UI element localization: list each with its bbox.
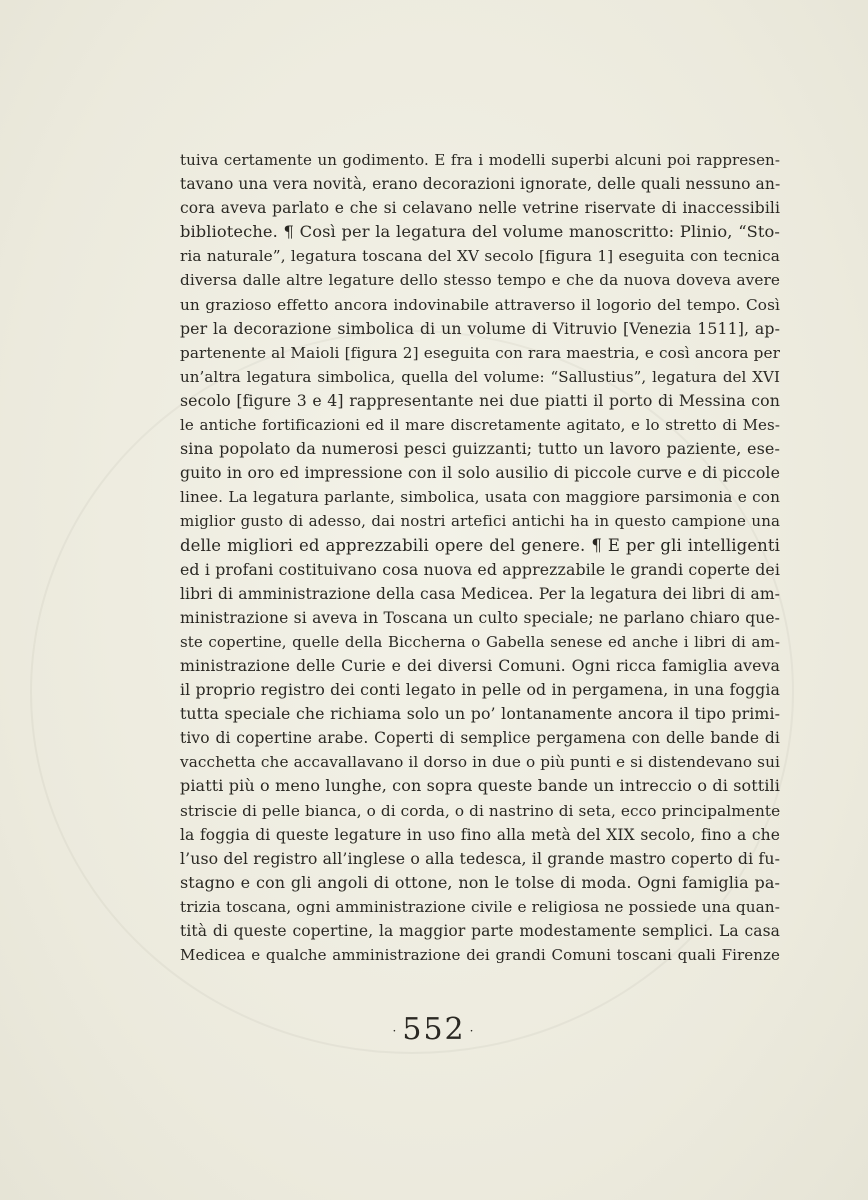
text-line: le antiche fortificazioni ed il mare discretamente agitato, e lo stretto di Mes- [180, 416, 780, 435]
body-text [180, 148, 780, 967]
text-line: l’uso del registro all’inglese o alla tedesca, il grande mastro coperto di fu- [180, 848, 780, 868]
text-line: sina popolato da numerosi pesci guizzanti; tutto un lavoro paziente, ese- [180, 439, 780, 459]
text-line: delle migliori ed apprezzabili opere del genere. ¶ E per gli intelligenti [180, 535, 780, 555]
text-line: tutta speciale che richiama solo un po’ lontanamente ancora il tipo primi- [180, 704, 780, 724]
text-line: ed i profani costituivano cosa nuova ed apprezzabile le grandi coperte dei [180, 559, 780, 579]
text-line: cora aveva parlato e che si celavano nelle vetrine riservate di inaccessibili [180, 199, 780, 218]
text-line: diversa dalle altre legature dello stesso tempo e che da nuova doveva avere [180, 271, 780, 290]
text-line: trizia toscana, ogni amministrazione civile e religiosa ne possiede una quan- [180, 897, 780, 916]
text-line: per la decorazione simbolica di un volume di Vitruvio [Venezia 1511], ap- [180, 318, 780, 338]
text-line: un’altra legatura simbolica, quella del volume: “Sallustius”, legatura del XVI [180, 367, 780, 386]
text-line: secolo [figure 3 e 4] rappresentante nei due piatti il porto di Messina con [180, 390, 780, 410]
text-line: miglior gusto di adesso, dai nostri artefici antichi ha in questo campione una [180, 512, 780, 531]
text-line: libri di amministrazione della casa Medicea. Per la legatura dei libri di am- [180, 584, 780, 603]
text-line: striscie di pelle bianca, o di corda, o di nastrino di seta, ecco principalmente [180, 801, 781, 820]
text-line: la foggia di queste legature in uso fino alla metà del XIX secolo, fino a che [180, 825, 780, 844]
text-line: ministrazione si aveva in Toscana un culto speciale; ne parlano chiaro que- [180, 608, 780, 627]
page-number: · 552 · [392, 1012, 476, 1047]
text-line: il proprio registro dei conti legato in pelle od in pergamena, in una foggia [180, 680, 780, 700]
text-line: piatti più o meno lunghe, con sopra queste bande un intreccio o di sottili [180, 776, 780, 796]
text-line: ste copertine, quelle della Biccherna o Gabella senese ed anche i libri di am- [180, 632, 780, 651]
text-line: un grazioso effetto ancora indovinabile attraverso il logorio del tempo. Così [180, 295, 780, 314]
text-line: biblioteche. ¶ Così per la legatura del volume manoscritto: Plinio, “Sto- [180, 222, 780, 242]
text-line: stagno e con gli angoli di ottone, non le tolse di moda. Ogni famiglia pa- [180, 872, 780, 892]
text-line: tavano una vera novità, erano decorazioni ignorate, delle quali nessuno an- [180, 175, 781, 194]
text-line: ministrazione delle Curie e dei diversi Comuni. Ogni ricca famiglia aveva [180, 655, 780, 675]
text-line: linee. La legatura parlante, simbolica, usata con maggiore parsimonia e con [180, 488, 780, 507]
text-line: ria naturale”, legatura toscana del XV secolo [figura 1] eseguita con tecnica [180, 247, 780, 266]
text-line: partenente al Maioli [figura 2] eseguita con rara maestria, e così ancora per [180, 343, 780, 362]
text-line: tuiva certamente un godimento. E fra i modelli superbi alcuni poi rappresen- [180, 151, 780, 169]
page-number-value: 552 [402, 1012, 466, 1047]
text-line: guito in oro ed impressione con il solo ausilio di piccole curve e di piccole [180, 463, 780, 483]
text-line: Medicea e qualche amministrazione dei grandi Comuni toscani quali Firenze [180, 946, 780, 965]
text-line: vacchetta che accavallavano il dorso in due o più punti e si distendevano sui [180, 753, 780, 772]
text-line: tivo di copertine arabe. Coperti di semplice pergamena con delle bande di [180, 729, 780, 748]
text-line: tità di queste copertine, la maggior parte modestamente semplici. La casa [180, 922, 780, 940]
